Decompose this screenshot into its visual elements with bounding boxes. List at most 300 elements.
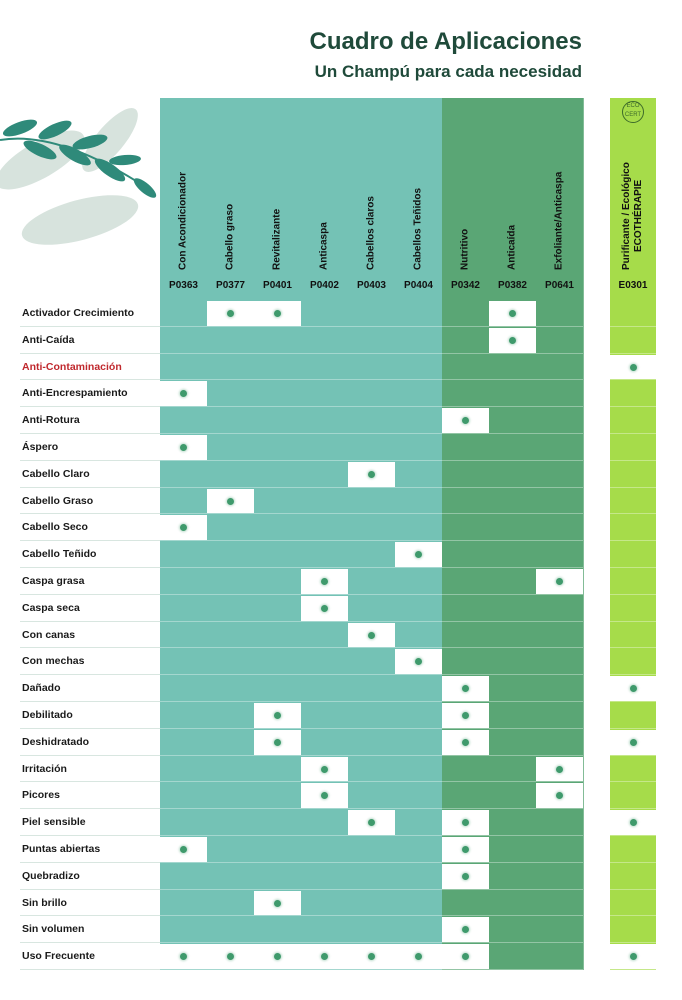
grid-line xyxy=(395,728,442,729)
grid-line xyxy=(301,835,348,836)
column-header: Con Acondicionador xyxy=(177,172,189,270)
grid-line xyxy=(395,567,442,568)
row-label: Anti-Encrespamiento xyxy=(22,387,128,400)
row-divider xyxy=(20,433,160,434)
grid-line xyxy=(395,487,442,488)
grid-line xyxy=(536,862,583,863)
grid-line xyxy=(489,889,536,890)
grid-line xyxy=(489,862,536,863)
grid-line xyxy=(160,460,207,461)
grid-line xyxy=(395,969,442,970)
grid-line xyxy=(254,701,301,702)
grid-line xyxy=(489,594,536,595)
grid-line xyxy=(254,862,301,863)
grid-line xyxy=(207,862,254,863)
grid-line xyxy=(610,674,656,675)
grid-line xyxy=(395,755,442,756)
grid-line xyxy=(348,513,395,514)
grid-line xyxy=(254,889,301,890)
grid-line xyxy=(395,513,442,514)
page-title: Cuadro de Aplicaciones xyxy=(309,28,582,55)
grid-line xyxy=(536,755,583,756)
page-subtitle: Un Champú para cada necesidad xyxy=(314,62,582,81)
applicable-dot-icon xyxy=(321,766,328,773)
row-divider xyxy=(20,594,160,595)
grid-line xyxy=(160,621,207,622)
row-divider xyxy=(20,567,160,568)
grid-line xyxy=(207,915,254,916)
row-divider xyxy=(20,326,160,327)
grid-line xyxy=(301,379,348,380)
grid-line xyxy=(301,781,348,782)
grid-line xyxy=(395,701,442,702)
grid-line xyxy=(254,942,301,943)
grid-line xyxy=(348,808,395,809)
product-code: P0403 xyxy=(357,280,386,291)
grid-line xyxy=(395,808,442,809)
grid-line xyxy=(610,701,656,702)
row-divider xyxy=(20,781,160,782)
grid-line xyxy=(207,969,254,970)
grid-line xyxy=(489,781,536,782)
grid-line xyxy=(348,889,395,890)
grid-line xyxy=(254,621,301,622)
product-code: P0382 xyxy=(498,280,527,291)
grid-line xyxy=(489,755,536,756)
grid-line xyxy=(160,701,207,702)
grid-line xyxy=(207,808,254,809)
grid-line xyxy=(536,701,583,702)
grid-line xyxy=(207,889,254,890)
row-label: Debilitado xyxy=(22,709,73,721)
grid-line xyxy=(207,942,254,943)
grid-line xyxy=(536,433,583,434)
grid-line xyxy=(489,969,536,970)
grid-line xyxy=(395,862,442,863)
grid-line xyxy=(442,326,489,327)
grid-line xyxy=(160,781,207,782)
grid-line xyxy=(348,674,395,675)
row-divider xyxy=(20,674,160,675)
applicable-dot-icon xyxy=(274,739,281,746)
grid-line xyxy=(395,460,442,461)
grid-line xyxy=(160,594,207,595)
row-divider xyxy=(20,728,160,729)
row-label: Dañado xyxy=(22,682,61,695)
grid-line xyxy=(536,835,583,836)
product-code: P0377 xyxy=(216,280,245,291)
grid-line xyxy=(301,406,348,407)
row-divider xyxy=(20,862,160,863)
applicable-dot-icon xyxy=(630,739,637,746)
product-code: P0342 xyxy=(451,280,480,291)
row-divider xyxy=(20,808,160,809)
grid-line xyxy=(160,433,207,434)
grid-line xyxy=(610,487,656,488)
row-label: Anti-Contaminación xyxy=(22,360,122,373)
grid-line xyxy=(301,728,348,729)
row-divider xyxy=(20,406,160,407)
grid-line xyxy=(301,621,348,622)
grid-line xyxy=(301,969,348,970)
grid-line xyxy=(348,942,395,943)
grid-line xyxy=(442,781,489,782)
column-header: Cabellos claros xyxy=(365,196,377,270)
grid-line xyxy=(160,540,207,541)
grid-line xyxy=(160,353,207,354)
grid-line xyxy=(610,406,656,407)
grid-line xyxy=(395,379,442,380)
grid-line xyxy=(254,460,301,461)
grid-line xyxy=(395,406,442,407)
row-label: Quebradizo xyxy=(22,869,80,882)
grid-line xyxy=(207,513,254,514)
product-code: P0401 xyxy=(263,280,292,291)
grid-line xyxy=(160,808,207,809)
grid-line xyxy=(536,915,583,916)
row-divider xyxy=(20,487,160,488)
grid-line xyxy=(395,915,442,916)
row-label: Irritación xyxy=(22,762,67,775)
grid-line xyxy=(395,647,442,648)
column-header: Cabellos Teñidos xyxy=(412,187,424,270)
grid-line xyxy=(489,326,536,327)
grid-line xyxy=(489,674,536,675)
applicable-dot-icon xyxy=(509,337,516,344)
row-divider xyxy=(20,835,160,836)
grid-line xyxy=(610,567,656,568)
grid-line xyxy=(610,889,656,890)
row-label: Cabello Teñido xyxy=(22,548,97,561)
grid-line xyxy=(536,406,583,407)
grid-line xyxy=(610,862,656,863)
grid-line xyxy=(442,808,489,809)
grid-line xyxy=(301,326,348,327)
grid-line xyxy=(348,728,395,729)
grid-line xyxy=(489,433,536,434)
grid-line xyxy=(301,567,348,568)
grid-line xyxy=(254,433,301,434)
row-label: Áspero xyxy=(22,441,59,453)
row-label: Cabello Claro xyxy=(22,467,90,480)
grid-line xyxy=(348,915,395,916)
grid-line xyxy=(254,674,301,675)
row-label: Anti-Rotura xyxy=(22,414,80,427)
grid-line xyxy=(536,540,583,541)
applicable-dot-icon xyxy=(227,310,234,317)
row-label: Caspa grasa xyxy=(22,575,85,587)
grid-line xyxy=(254,969,301,970)
grid-line xyxy=(442,915,489,916)
grid-line xyxy=(442,353,489,354)
column-header: Exfoliante/Anticaspa xyxy=(553,171,565,270)
row-label: Con mechas xyxy=(22,655,85,668)
row-divider xyxy=(20,701,160,702)
row-divider xyxy=(20,647,160,648)
grid-line xyxy=(395,889,442,890)
grid-line xyxy=(207,674,254,675)
applicable-dot-icon xyxy=(274,310,281,317)
grid-line xyxy=(610,513,656,514)
grid-line xyxy=(536,942,583,943)
grid-line xyxy=(207,540,254,541)
grid-line xyxy=(254,567,301,568)
grid-line xyxy=(442,567,489,568)
grid-line xyxy=(348,487,395,488)
applicable-dot-icon xyxy=(462,846,469,853)
grid-line xyxy=(442,969,489,970)
grid-line xyxy=(254,379,301,380)
grid-line xyxy=(442,755,489,756)
grid-line xyxy=(610,540,656,541)
grid-line xyxy=(254,594,301,595)
grid-line xyxy=(536,621,583,622)
grid-line xyxy=(254,540,301,541)
grid-line xyxy=(395,674,442,675)
grid-line xyxy=(489,567,536,568)
grid-line xyxy=(489,406,536,407)
grid-line xyxy=(207,781,254,782)
column-header: Purificante / Ecológico ECOTHÉRAPIE xyxy=(621,162,644,270)
row-divider xyxy=(20,915,160,916)
grid-line xyxy=(160,969,207,970)
grid-line xyxy=(160,915,207,916)
grid-line xyxy=(610,808,656,809)
grid-line xyxy=(301,487,348,488)
grid-line xyxy=(442,379,489,380)
product-code: P0363 xyxy=(169,280,198,291)
grid-line xyxy=(254,487,301,488)
grid-line xyxy=(395,835,442,836)
grid-line xyxy=(160,567,207,568)
row-divider xyxy=(20,460,160,461)
product-code: E0301 xyxy=(618,280,648,291)
row-divider xyxy=(20,513,160,514)
grid-line xyxy=(536,647,583,648)
grid-line xyxy=(207,728,254,729)
grid-line xyxy=(160,674,207,675)
grid-line xyxy=(489,808,536,809)
grid-line xyxy=(610,326,656,327)
row-label: Deshidratado xyxy=(22,735,90,748)
grid-line xyxy=(207,594,254,595)
grid-line xyxy=(301,808,348,809)
grid-line xyxy=(610,942,656,943)
grid-line xyxy=(160,755,207,756)
grid-line xyxy=(348,460,395,461)
column-header: Anticaspa xyxy=(318,222,330,270)
grid-line xyxy=(395,540,442,541)
grid-line xyxy=(442,540,489,541)
grid-line xyxy=(348,326,395,327)
grid-line xyxy=(301,647,348,648)
grid-line xyxy=(254,755,301,756)
grid-line xyxy=(442,406,489,407)
grid-line xyxy=(348,969,395,970)
ecocert-logo-icon: ECO CERT xyxy=(622,101,644,123)
row-divider xyxy=(20,889,160,890)
row-divider xyxy=(20,942,160,943)
product-code: P0402 xyxy=(310,280,339,291)
grid-line xyxy=(395,942,442,943)
row-divider xyxy=(20,353,160,354)
grid-line xyxy=(489,728,536,729)
grid-line xyxy=(536,728,583,729)
grid-line xyxy=(489,460,536,461)
grid-line xyxy=(610,594,656,595)
grid-line xyxy=(348,862,395,863)
grid-line xyxy=(160,513,207,514)
applicable-dot-icon xyxy=(509,310,516,317)
grid-line xyxy=(348,567,395,568)
grid-line xyxy=(301,915,348,916)
grid-line xyxy=(301,862,348,863)
grid-line xyxy=(536,460,583,461)
grid-line xyxy=(301,433,348,434)
applicable-dot-icon xyxy=(630,685,637,692)
grid-line xyxy=(207,487,254,488)
grid-line xyxy=(489,835,536,836)
applicable-dot-icon xyxy=(630,953,637,960)
grid-line xyxy=(160,942,207,943)
grid-line xyxy=(301,594,348,595)
row-divider xyxy=(20,540,160,541)
grid-line xyxy=(160,728,207,729)
grid-line xyxy=(207,567,254,568)
grid-line xyxy=(301,755,348,756)
grid-line xyxy=(442,460,489,461)
grid-line xyxy=(207,379,254,380)
row-label: Uso Frecuente xyxy=(22,950,95,963)
grid-line xyxy=(610,647,656,648)
row-label: Piel sensible xyxy=(22,816,86,829)
applicable-dot-icon xyxy=(368,471,375,478)
grid-line xyxy=(160,379,207,380)
applicable-dot-icon xyxy=(368,632,375,639)
grid-line xyxy=(536,513,583,514)
applicable-dot-icon xyxy=(556,578,563,585)
grid-line xyxy=(489,647,536,648)
grid-line xyxy=(610,353,656,354)
applicable-dot-icon xyxy=(321,605,328,612)
grid-line xyxy=(348,406,395,407)
grid-line xyxy=(442,862,489,863)
grid-line xyxy=(610,915,656,916)
grid-line xyxy=(160,889,207,890)
grid-line xyxy=(489,487,536,488)
grid-line xyxy=(442,513,489,514)
grid-line xyxy=(442,728,489,729)
grid-line xyxy=(254,513,301,514)
row-label: Cabello Graso xyxy=(22,494,94,507)
row-divider xyxy=(20,379,160,380)
applicable-dot-icon xyxy=(630,364,637,371)
grid-line xyxy=(610,379,656,380)
grid-line xyxy=(536,781,583,782)
grid-line xyxy=(442,701,489,702)
grid-line xyxy=(254,647,301,648)
grid-line xyxy=(442,674,489,675)
grid-line xyxy=(254,808,301,809)
grid-line xyxy=(395,353,442,354)
grid-line xyxy=(610,728,656,729)
grid-line xyxy=(536,379,583,380)
grid-line xyxy=(348,647,395,648)
grid-line xyxy=(207,647,254,648)
grid-line xyxy=(254,326,301,327)
grid-line xyxy=(536,567,583,568)
grid-line xyxy=(610,781,656,782)
grid-line xyxy=(395,621,442,622)
applicable-dot-icon xyxy=(462,739,469,746)
grid-line xyxy=(536,487,583,488)
grid-line xyxy=(536,808,583,809)
grid-line xyxy=(610,755,656,756)
grid-line xyxy=(348,781,395,782)
row-label: Sin brillo xyxy=(22,896,67,909)
grid-line xyxy=(207,621,254,622)
grid-line xyxy=(348,835,395,836)
row-label: Activador Crecimiento xyxy=(22,307,135,319)
product-code: P0641 xyxy=(545,280,574,291)
grid-line xyxy=(348,540,395,541)
column-header: Cabello graso xyxy=(224,203,236,270)
grid-line xyxy=(489,353,536,354)
grid-line xyxy=(395,326,442,327)
applicable-dot-icon xyxy=(556,766,563,773)
product-code: P0404 xyxy=(404,280,433,291)
grid-line xyxy=(254,915,301,916)
grid-line xyxy=(301,889,348,890)
applicable-dot-icon xyxy=(321,578,328,585)
grid-line xyxy=(536,594,583,595)
grid-line xyxy=(254,353,301,354)
grid-line xyxy=(489,379,536,380)
applicable-dot-icon xyxy=(462,873,469,880)
applicable-dot-icon xyxy=(180,444,187,451)
grid-line xyxy=(489,701,536,702)
grid-line xyxy=(348,755,395,756)
applicable-dot-icon xyxy=(180,846,187,853)
grid-line xyxy=(489,513,536,514)
grid-line xyxy=(301,513,348,514)
grid-line xyxy=(442,487,489,488)
grid-line xyxy=(610,621,656,622)
grid-line xyxy=(207,835,254,836)
grid-line xyxy=(395,433,442,434)
grid-line xyxy=(207,326,254,327)
grid-line xyxy=(442,433,489,434)
grid-line xyxy=(207,433,254,434)
grid-line xyxy=(254,728,301,729)
grid-line xyxy=(489,621,536,622)
grid-line xyxy=(160,862,207,863)
grid-line xyxy=(489,540,536,541)
grid-line xyxy=(207,755,254,756)
grid-line xyxy=(442,594,489,595)
row-label: Picores xyxy=(22,789,60,802)
leaf-decoration xyxy=(0,100,170,260)
row-label: Con canas xyxy=(22,628,76,641)
grid-line xyxy=(395,594,442,595)
grid-line xyxy=(301,701,348,702)
grid-line xyxy=(301,353,348,354)
grid-line xyxy=(160,487,207,488)
grid-line xyxy=(489,915,536,916)
grid-line xyxy=(442,942,489,943)
grid-line xyxy=(160,647,207,648)
grid-line xyxy=(160,326,207,327)
